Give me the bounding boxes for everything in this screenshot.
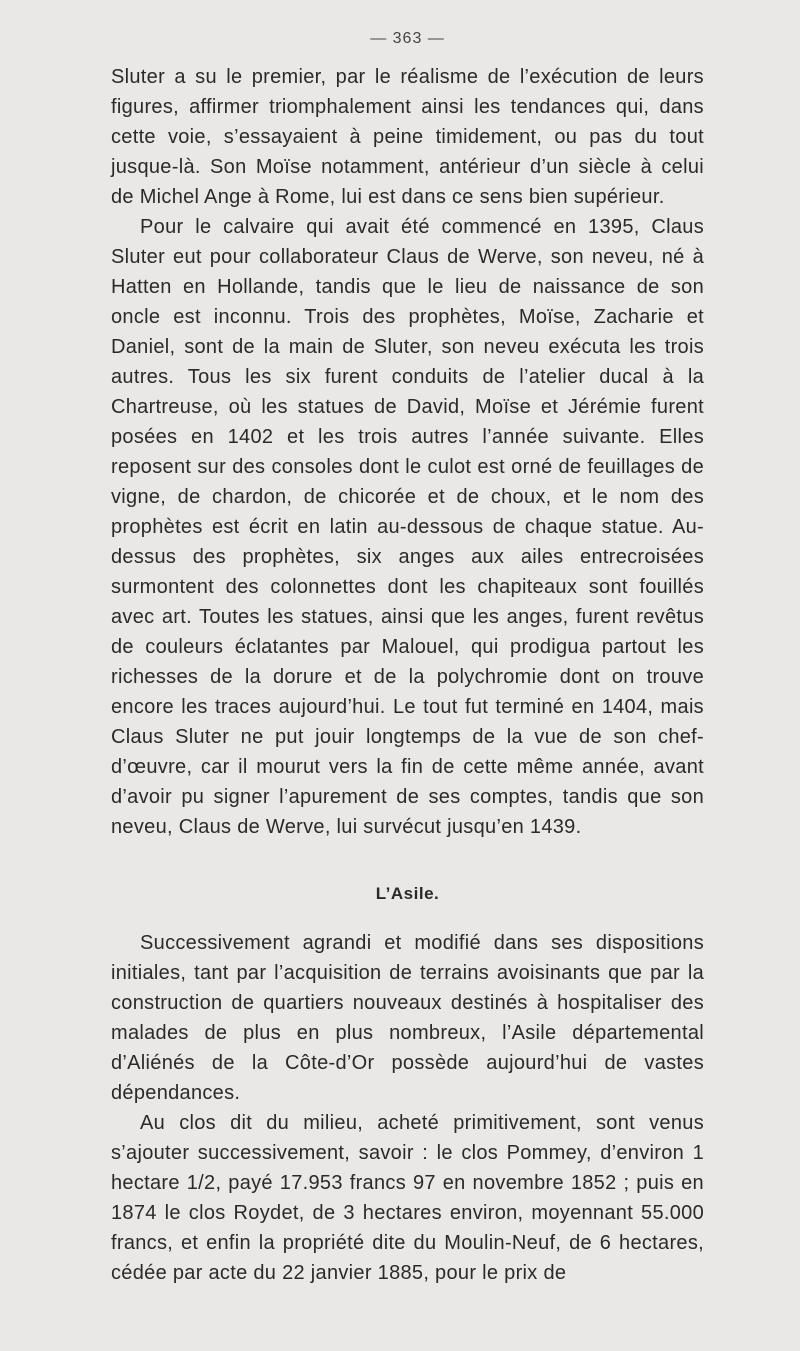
paragraph-clos-acquisitions: Au clos dit du milieu, acheté primitivement, sont venus s’ajouter successivement, savoir : le clos Pommey, d’environ 1 hectare 1/2, payé 17.953 francs 97 en novembre 1852 ; puis en 1874 le clos Roydet, de 3 hectares environ, moyennant 55.000 francs, et enfin la propriété dite du Moulin-Neuf, de 6 hectares, cédée par acte du 22 janvier 1885, pour le prix de (111, 1112, 704, 1284)
paragraph-calvaire: Pour le calvaire qui avait été commencé en 1395, Claus Sluter eut pour collaborateur Claus de Werve, son neveu, né à Hatten en Hollande, tandis que le lieu de naissance de son oncle est inconnu. Trois des prophètes, Moïse, Zacharie et Daniel, sont de la main de Sluter, son neveu exécuta les trois autres. Tous les six furent conduits de l’atelier ducal à la Chartreuse, où les statues de David, Moïse et Jérémie furent posées en 1402 et les trois autres l’année suivante. Elles reposent sur des consoles dont le culot est orné de feuillages de vigne, de chardon, de chicorée et de choux, et le nom des prophètes est écrit en latin au-dessous de chaque statue. Au-dessus des prophètes, six anges aux ailes entrecroisées surmontent des colonnettes dont les chapiteaux sont fouillés avec art. Toutes les statues, ainsi que les anges, furent revêtus de couleurs éclatantes par Malouel, qui prodigua partout les richesses de la dorure et de la polychromie dont on trouve encore les traces aujourd’hui. Le tout fut terminé en 1404, mais Claus Sluter ne put jouir longtemps de la vue de son chef-d’œuvre, car il mourut vers la fin de cette même année, avant d’avoir pu signer l’apurement de ses comptes, tandis que son neveu, Claus de Werve, lui survécut jusqu’en 1439. (111, 216, 704, 838)
paragraph-sluter-realism: Sluter a su le premier, par le réalisme de l’exécution de leurs figures, affirmer triomphalement ainsi les tendances qui, dans cette voie, s’essayaient à peine timidement, ou pas du tout jusque-là. Son Moïse notamment, antérieur d’un siècle à celui de Michel Ange à Rome, lui est dans ce sens bien supérieur. (111, 66, 704, 208)
paragraph-asile-intro: Successivement agrandi et modifié dans ses dispositions initiales, tant par l’acquisition de terrains avoisinants que par la construction de quartiers nouveaux destinés à hospitaliser des malades de plus en plus nombreux, l’Asile départemental d’Aliénés de la Côte-d’Or possède aujourd’hui de vastes dépendances. (111, 932, 704, 1104)
page-number: — 363 — (370, 30, 445, 47)
section-heading-asile: L’Asile. (375, 884, 440, 903)
